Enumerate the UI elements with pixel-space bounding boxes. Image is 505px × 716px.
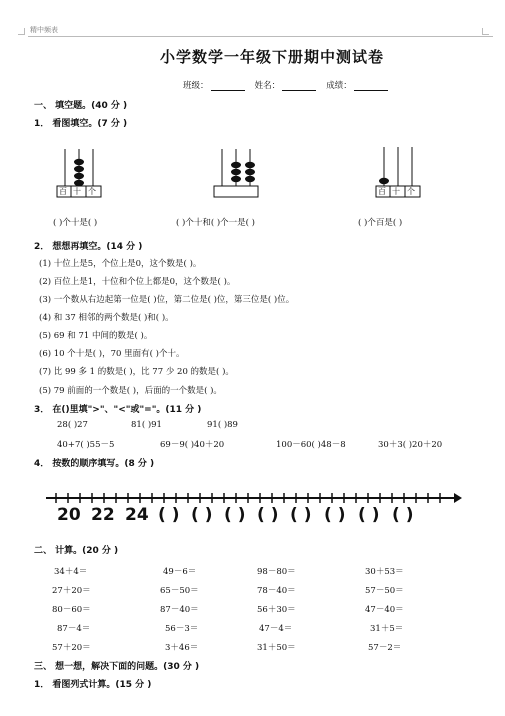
calc-r3-c2[interactable]: 87－40＝ — [160, 605, 199, 615]
calc-r5-c2[interactable]: 3＋46＝ — [165, 643, 199, 653]
q3-row2-3[interactable]: 100－60( )48－8 — [276, 440, 346, 450]
abacus-3-label-ge: 个 — [407, 187, 415, 196]
nl-blank-4[interactable]: ( ) — [257, 505, 279, 525]
nl-num-1: 20 — [57, 505, 81, 525]
nl-num-2: 22 — [91, 505, 115, 525]
class-blank[interactable] — [211, 81, 245, 91]
calc-r2-c2[interactable]: 65－50＝ — [160, 586, 199, 596]
calc-r3-c3[interactable]: 56＋30＝ — [257, 605, 296, 615]
calc-r2-c1[interactable]: 27＋20＝ — [52, 586, 91, 596]
header-rule — [28, 36, 493, 37]
abacus-3-label-bai: 百 — [378, 187, 386, 196]
q2-item-2[interactable]: (2) 百位上是1，十位和个位上都是0，这个数是( )。 — [39, 277, 236, 287]
calc-r3-c4[interactable]: 47－40＝ — [365, 605, 404, 615]
calc-r1-c2[interactable]: 49－6＝ — [163, 567, 197, 577]
nl-blank-2[interactable]: ( ) — [191, 505, 213, 525]
calc-r3-c1[interactable]: 80－60＝ — [52, 605, 91, 615]
q2-item-6[interactable]: (6) 10 个十是( )，70 里面有( )个十。 — [39, 349, 185, 359]
calc-r4-c4[interactable]: 31＋5＝ — [370, 624, 404, 634]
page-title: 小学数学一年级下册期中测试卷 — [160, 48, 385, 66]
abacus-2 — [212, 143, 262, 201]
q3-row2-4[interactable]: 30＋3( )20＋20 — [378, 440, 443, 450]
q1-answer-1[interactable]: ( )个十是( ) — [53, 218, 98, 228]
calc-r5-c3[interactable]: 31＋50＝ — [257, 643, 296, 653]
section2-heading: 二、 计算。(20 分 ) — [34, 546, 119, 556]
header-label: 精中频表 — [30, 26, 58, 34]
corner-mark-left — [18, 28, 25, 35]
q3-row1-2[interactable]: 81( )91 — [131, 420, 162, 430]
calc-r4-c1[interactable]: 87－4＝ — [57, 624, 91, 634]
calc-r4-c3[interactable]: 47－4＝ — [259, 624, 293, 634]
nl-blank-7[interactable]: ( ) — [358, 505, 380, 525]
nl-blank-1[interactable]: ( ) — [158, 505, 180, 525]
q1-answer-3[interactable]: ( )个百是( ) — [358, 218, 403, 228]
nl-blank-6[interactable]: ( ) — [324, 505, 346, 525]
q3-heading: 3． 在()里填">"、"<"或"="。(11 分 ) — [34, 405, 202, 415]
abacus-1-label-shi: 十 — [73, 187, 81, 196]
q2-item-3[interactable]: (3) 一个数从右边起第一位是( )位，第二位是( )位，第三位是( )位。 — [39, 295, 295, 305]
q4-heading: 4． 按数的顺序填写。(8 分 ) — [34, 459, 155, 469]
score-label: 成绩： — [326, 81, 352, 91]
q2-item-1[interactable]: (1) 十位上是5，个位上是0，这个数是( )。 — [39, 259, 202, 269]
meta-line — [183, 79, 390, 91]
calc-r4-c2[interactable]: 56－3＝ — [165, 624, 199, 634]
nl-num-3: 24 — [125, 505, 149, 525]
calc-r1-c1[interactable]: 34＋4＝ — [54, 567, 88, 577]
nl-blank-3[interactable]: ( ) — [224, 505, 246, 525]
q3-row1-1[interactable]: 28( )27 — [57, 420, 88, 430]
q2-item-8[interactable]: (5) 79 前面的一个数是( )，后面的一个数是( )。 — [39, 386, 222, 396]
calc-r2-c3[interactable]: 78－40＝ — [257, 586, 296, 596]
calc-r5-c4[interactable]: 57－2＝ — [368, 643, 402, 653]
q1-answer-2[interactable]: ( )个十和( )个一是( ) — [176, 218, 256, 228]
q2-item-7[interactable]: (7) 比 99 多 1 的数是( )，比 77 少 20 的数是( )。 — [39, 367, 234, 377]
q3-row2-1[interactable]: 40+7( )55－5 — [57, 440, 115, 450]
section3-q1-heading: 1． 看图列式计算。(15 分 ) — [34, 680, 152, 690]
score-blank[interactable] — [354, 81, 388, 91]
q3-row1-3[interactable]: 91( )89 — [207, 420, 238, 430]
corner-mark-right — [482, 28, 489, 35]
nl-blank-8[interactable]: ( ) — [392, 505, 414, 525]
q1-heading: 1． 看图填空。(7 分 ) — [34, 119, 128, 129]
q2-heading: 2． 想想再填空。(14 分 ) — [34, 242, 143, 252]
nl-blank-5[interactable]: ( ) — [290, 505, 312, 525]
calc-r2-c4[interactable]: 57－50＝ — [365, 586, 404, 596]
class-label: 班级： — [183, 81, 209, 91]
abacus-1-label-bai: 百 — [59, 187, 67, 196]
calc-r5-c1[interactable]: 57＋20＝ — [52, 643, 91, 653]
section3-heading: 三、 想一想，解决下面的问题。(30 分 ) — [34, 662, 200, 672]
name-label: 姓名： — [254, 81, 281, 91]
calc-r1-c4[interactable]: 30＋53＝ — [365, 567, 404, 577]
abacus-3-label-shi: 十 — [392, 187, 400, 196]
calc-r1-c3[interactable]: 98－80＝ — [257, 567, 296, 577]
abacus-1-label-ge: 个 — [88, 187, 96, 196]
q3-row2-2[interactable]: 69－9( )40＋20 — [160, 440, 225, 450]
q2-item-5[interactable]: (5) 69 和 71 中间的数是( )。 — [39, 331, 153, 341]
q2-item-4[interactable]: (4) 和 37 相邻的两个数是( )和( )。 — [39, 313, 174, 323]
name-blank[interactable] — [282, 81, 316, 91]
section1-heading: 一、 填空题。(40 分 ) — [34, 101, 128, 111]
